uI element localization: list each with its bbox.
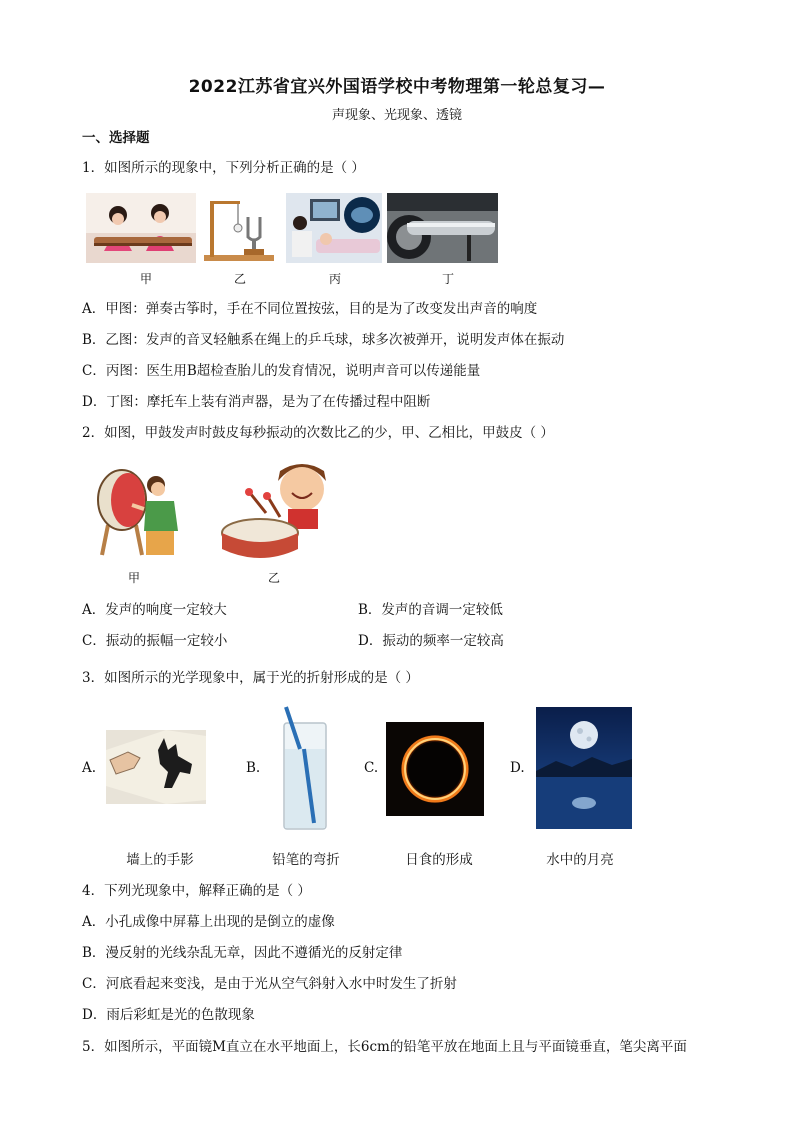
q1-image-tuning-fork [200, 193, 278, 263]
q3-caption-d: 水中的月亮 [546, 852, 614, 868]
q2-option-b: B．发声的音调一定较低 [358, 602, 503, 618]
q3-letter-c: C. [364, 760, 379, 776]
q3-caption-a: 墙上的手影 [126, 852, 194, 868]
q1-caption-ding: 丁 [441, 272, 454, 286]
q3-letter-d: D. [510, 760, 525, 776]
q3-letter-a: A. [82, 760, 97, 776]
q4-stem: 4．下列光现象中，解释正确的是（ ） [82, 883, 311, 899]
q1-image-motorcycle [387, 193, 498, 263]
q3-image-moon-in-water [536, 707, 632, 829]
q2-option-d: D．振动的频率一定较高 [358, 633, 504, 649]
q2-stem: 2．如图，甲鼓发声时鼓皮每秒振动的次数比乙的少，甲、乙相比，甲鼓皮（ ） [82, 425, 554, 441]
q4-option-d: D．雨后彩虹是光的色散现象 [82, 1007, 255, 1023]
q1-image-guzheng [86, 193, 196, 263]
q3-image-bent-pencil [280, 705, 330, 833]
q1-stem: 1．如图所示的现象中，下列分析正确的是（ ） [82, 160, 365, 176]
q3-image-hand-shadow [106, 730, 206, 804]
q4-option-a: A．小孔成像中屏幕上出现的是倒立的虚像 [82, 914, 335, 930]
q2-option-a: A．发声的响度一定较大 [82, 602, 227, 618]
q4-option-b: B．漫反射的光线杂乱无章，因此不遵循光的反射定律 [82, 945, 403, 961]
q3-image-eclipse [386, 722, 484, 816]
q1-caption-jia: 甲 [139, 272, 152, 286]
q1-option-d: D．丁图：摩托车上装有消声器，是为了在传播过程中阻断 [82, 394, 431, 410]
q3-caption-b: 铅笔的弯折 [272, 852, 340, 868]
q1-option-b: B．乙图：发声的音叉轻触系在绳上的乒乓球，球多次被弹开，说明发声体在振动 [82, 332, 565, 348]
q2-image-big-drum [96, 465, 188, 557]
q1-option-c: C．丙图：医生用B超检查胎儿的发育情况，说明声音可以传递能量 [82, 363, 481, 379]
q2-caption-yi: 乙 [267, 571, 280, 585]
q2-option-c: C．振动的振幅一定较小 [82, 633, 228, 649]
q1-caption-bing: 丙 [328, 272, 341, 286]
q3-stem: 3．如图所示的光学现象中，属于光的折射形成的是（ ） [82, 670, 419, 686]
page-subtitle: 声现象、光现象、透镜 [331, 108, 462, 123]
q1-image-ultrasound [286, 193, 382, 263]
section-heading: 一、选择题 [82, 130, 150, 146]
q5-stem: 5．如图所示，平面镜M直立在水平地面上，长6cm的铅笔平放在地面上且与平面镜垂直，笔尖离平面 [82, 1039, 687, 1055]
q4-option-c: C．河底看起来变浅，是由于光从空气斜射入水中时发生了折射 [82, 976, 457, 992]
q1-caption-yi: 乙 [233, 272, 246, 286]
q1-option-a: A．甲图：弹奏古筝时，手在不同位置按弦，目的是为了改变发出声音的响度 [82, 301, 538, 317]
q3-caption-c: 日食的形成 [405, 852, 473, 868]
q2-image-small-drum [220, 455, 338, 563]
q2-caption-jia: 甲 [127, 571, 140, 585]
page-title: 2022江苏省宜兴外国语学校中考物理第一轮总复习— [188, 77, 606, 97]
q3-letter-b: B. [246, 760, 261, 776]
